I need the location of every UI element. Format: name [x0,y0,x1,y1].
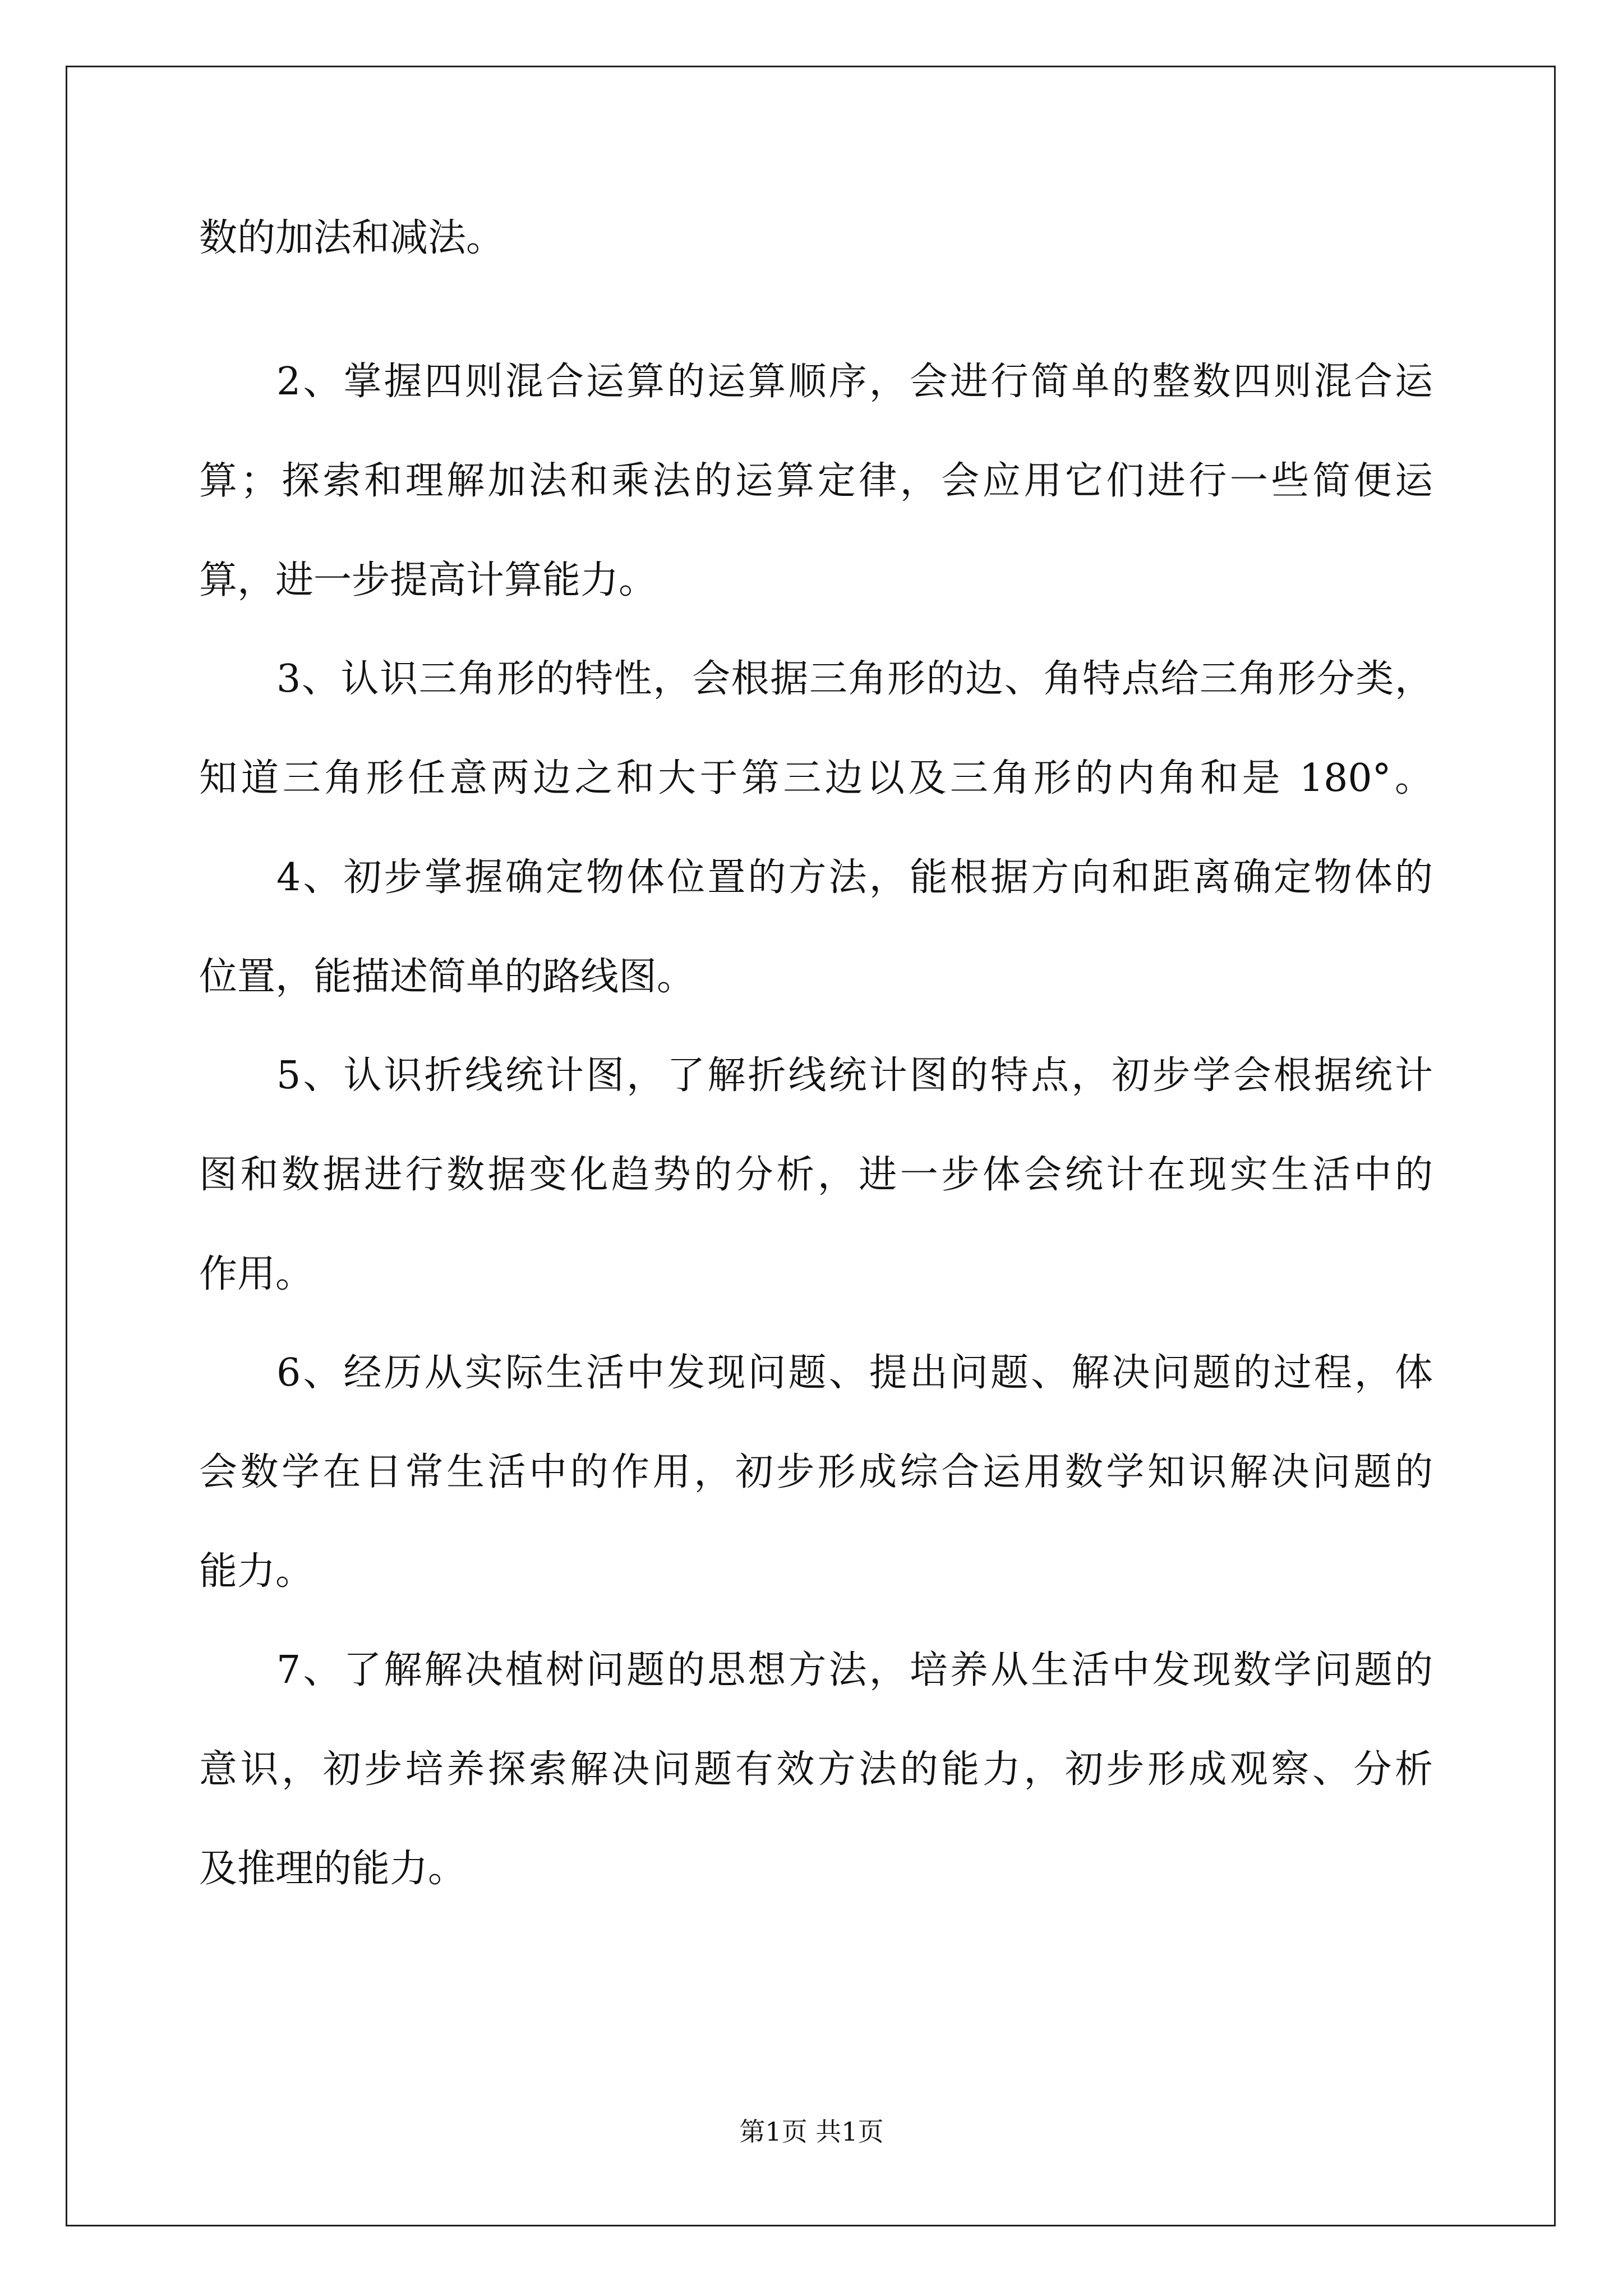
paragraph-5-line-1: 5、认识折线统计图，了解折线统计图的特点，初步学会根据统计 [276,1053,1433,1098]
paragraph-7-line-1: 7、了解解决植树问题的思想方法，培养从生活中发现数学问题的 [276,1648,1433,1692]
paragraph-7-line-3: 及推理的能力。 [199,1847,467,1891]
paragraph-6-line-1: 6、经历从实际生活中发现问题、提出问题、解决问题的过程，体 [276,1351,1433,1395]
paragraph-7-line-2: 意识，初步培养探索解决问题有效方法的能力，初步形成观察、分析 [199,1747,1433,1792]
paragraph-4-line-2: 位置，能描述简单的路线图。 [199,955,695,999]
page-number-footer: 第1页 共1页 [739,2116,884,2147]
paragraph-4-line-1: 4、初步掌握确定物体位置的方法，能根据方向和距离确定物体的 [276,855,1433,900]
paragraph-2-line-3: 算，进一步提高计算能力。 [199,558,657,602]
paragraph-5-line-2: 图和数据进行数据变化趋势的分析，进一步体会统计在现实生活中的 [199,1153,1433,1197]
paragraph-3-line-1: 3、认识三角形的特性，会根据三角形的边、角特点给三角形分类， [276,657,1433,701]
paragraph-2-line-1: 2、掌握四则混合运算的运算顺序，会进行简单的整数四则混合运 [276,360,1433,404]
text-line: 数的加法和减法。 [199,216,505,260]
paragraph-6-line-3: 能力。 [199,1549,314,1594]
paragraph-3-line-2: 知道三角形任意两边之和大于第三边以及三角形的内角和是 180°。 [199,756,1433,800]
paragraph-5-line-3: 作用。 [199,1252,314,1296]
paragraph-6-line-2: 会数学在日常生活中的作用，初步形成综合运用数学知识解决问题的 [199,1450,1433,1494]
paragraph-2-line-2: 算；探索和理解加法和乘法的运算定律，会应用它们进行一些简便运 [199,459,1433,503]
